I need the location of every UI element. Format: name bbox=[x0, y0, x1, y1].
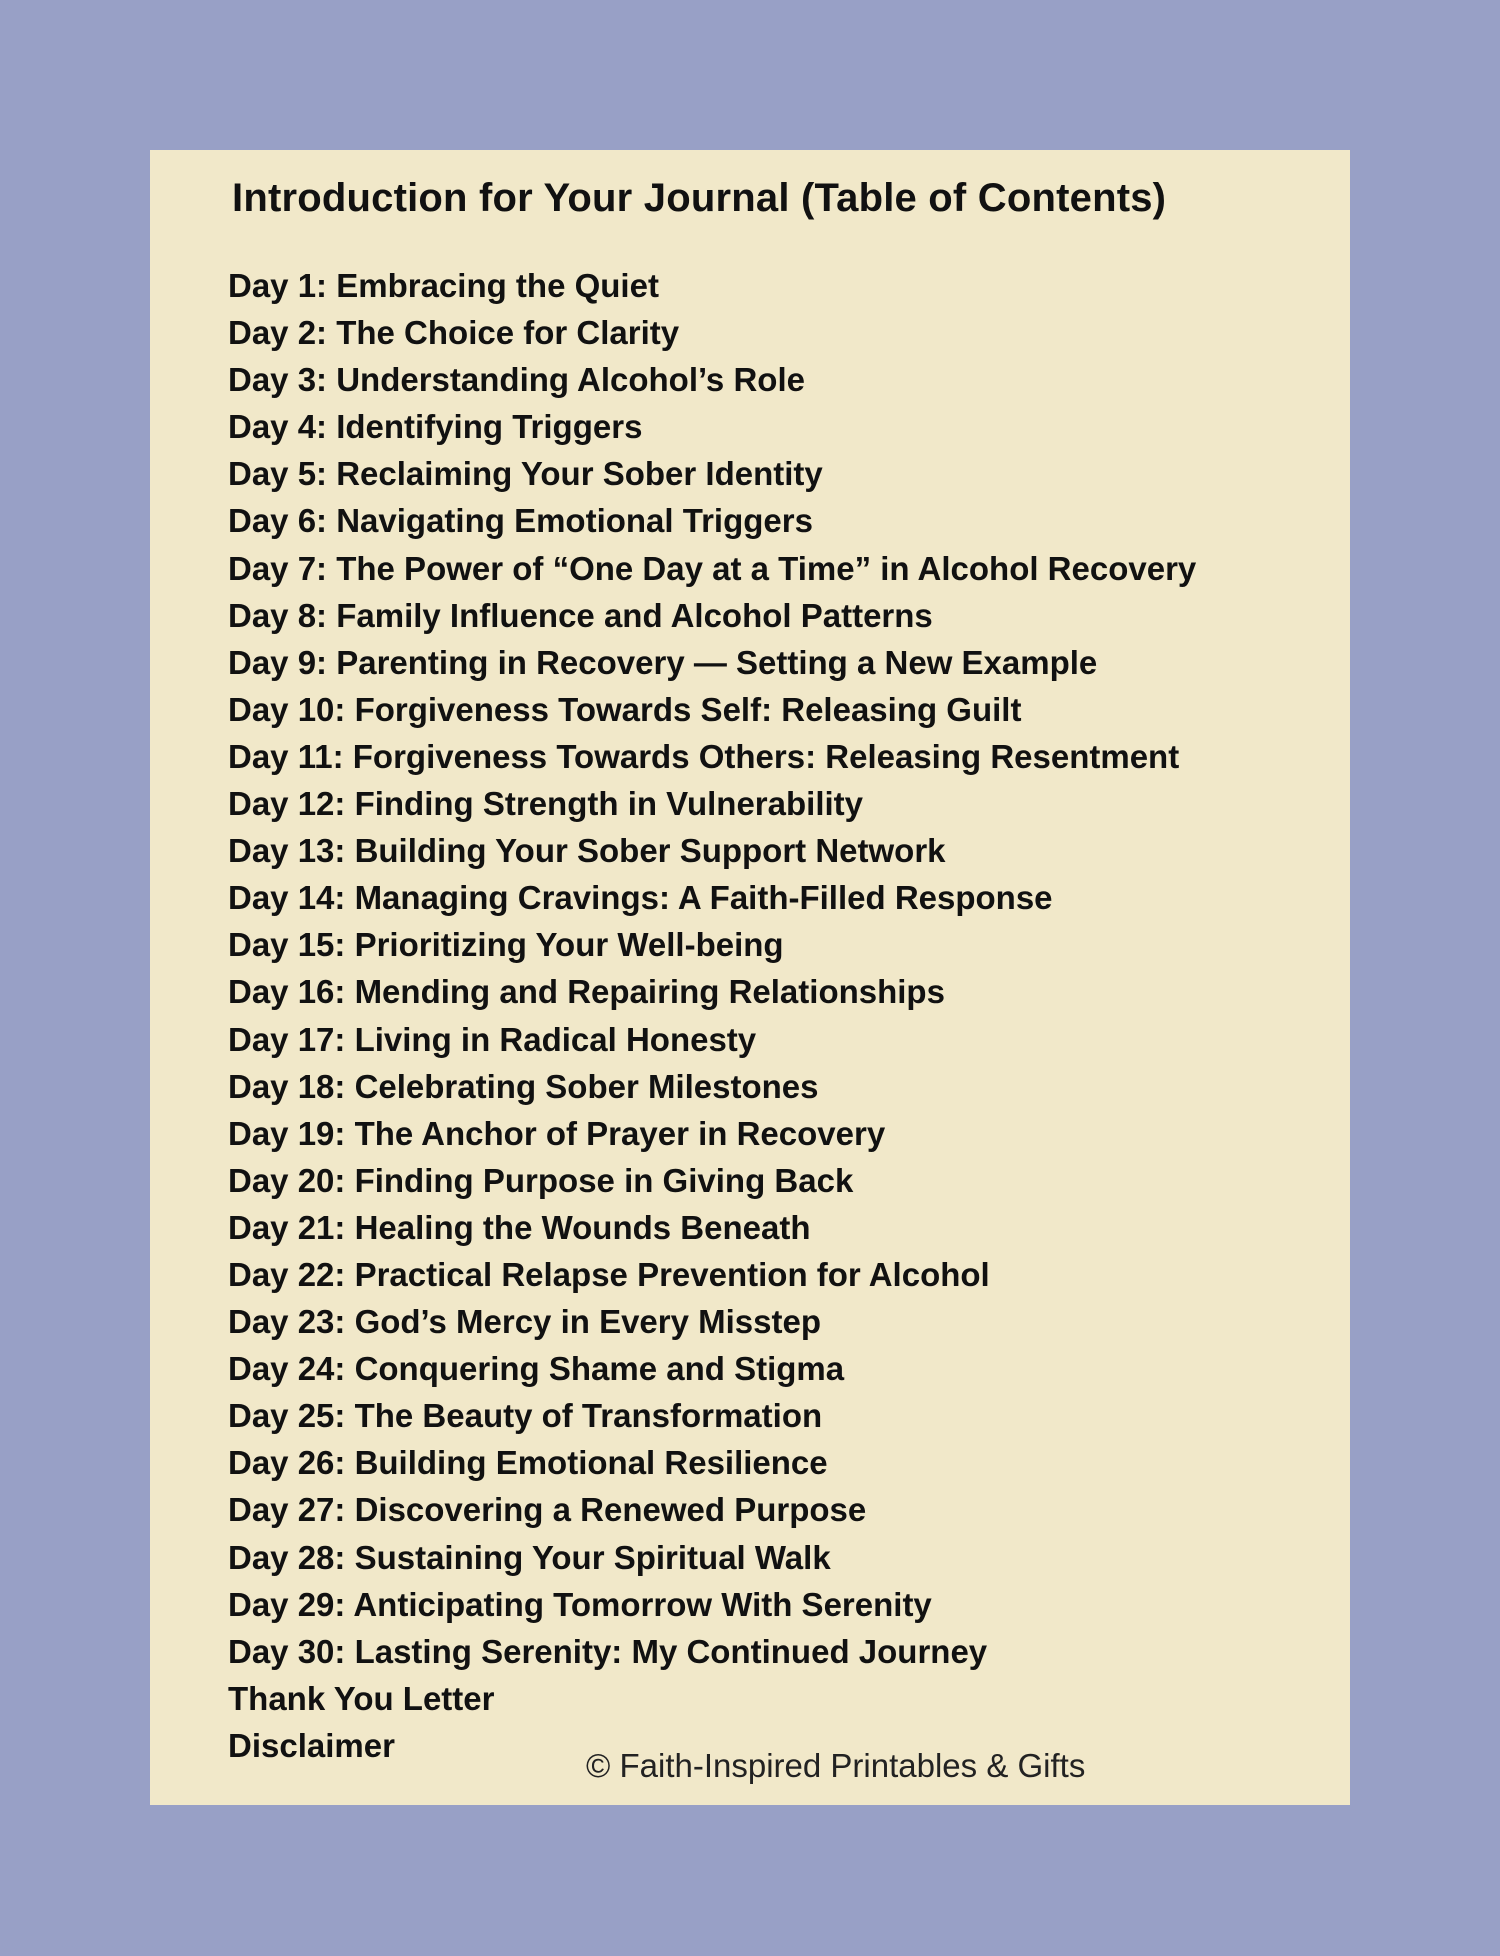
toc-entry: Day 16: Mending and Repairing Relationships bbox=[228, 973, 945, 1011]
toc-entry: Day 7: The Power of “One Day at a Time” in Alcohol Recovery bbox=[228, 549, 1197, 587]
toc-entry: Day 28: Sustaining Your Spiritual Walk bbox=[228, 1538, 831, 1576]
toc-entry: Day 25: The Beauty of Transformation bbox=[228, 1397, 823, 1435]
toc-entry: Day 24: Conquering Shame and Stigma bbox=[228, 1350, 845, 1388]
toc-entry: Day 23: God’s Mercy in Every Misstep bbox=[228, 1303, 822, 1341]
toc-entry-disclaimer: Disclaimer bbox=[228, 1726, 395, 1764]
toc-entry: Day 4: Identifying Triggers bbox=[228, 408, 643, 446]
toc-entry: Day 2: The Choice for Clarity bbox=[228, 314, 680, 352]
toc-entry: Day 19: The Anchor of Prayer in Recovery bbox=[228, 1114, 886, 1152]
table-of-contents bbox=[228, 262, 1196, 1769]
toc-entry: Day 26: Building Emotional Resilience bbox=[228, 1444, 828, 1482]
toc-entry: Day 18: Celebrating Sober Milestones bbox=[228, 1067, 819, 1105]
toc-entry: Day 8: Family Influence and Alcohol Patterns bbox=[228, 596, 933, 634]
toc-entry: Day 22: Practical Relapse Prevention for Alcohol bbox=[228, 1255, 990, 1293]
toc-entry: Day 21: Healing the Wounds Beneath bbox=[228, 1208, 811, 1246]
toc-entry: Day 9: Parenting in Recovery — Setting a New Example bbox=[228, 643, 1098, 681]
toc-entry: Day 27: Discovering a Renewed Purpose bbox=[228, 1491, 867, 1529]
toc-entry: Day 11: Forgiveness Towards Others: Releasing Resentment bbox=[228, 737, 1180, 775]
toc-entry: Day 6: Navigating Emotional Triggers bbox=[228, 502, 813, 540]
contents-panel bbox=[150, 150, 1350, 1805]
page-title: Introduction for Your Journal (Table of Contents) bbox=[232, 176, 1167, 220]
copyright-footer: © Faith-Inspired Printables & Gifts bbox=[586, 1747, 1086, 1784]
toc-entry: Day 10: Forgiveness Towards Self: Releasing Guilt bbox=[228, 690, 1022, 728]
toc-entry: Day 13: Building Your Sober Support Network bbox=[228, 832, 946, 870]
toc-entry: Day 14: Managing Cravings: A Faith-Filled Response bbox=[228, 879, 1053, 917]
toc-entry: Day 15: Prioritizing Your Well-being bbox=[228, 926, 784, 964]
toc-entry: Day 20: Finding Purpose in Giving Back bbox=[228, 1161, 854, 1199]
toc-entry: Day 3: Understanding Alcohol’s Role bbox=[228, 361, 805, 399]
toc-entry: Day 1: Embracing the Quiet bbox=[228, 267, 659, 304]
toc-entry: Day 30: Lasting Serenity: My Continued Journey bbox=[228, 1632, 988, 1670]
toc-entry-thank-you-letter: Thank You Letter bbox=[228, 1679, 495, 1717]
toc-entry: Day 29: Anticipating Tomorrow With Serenity bbox=[228, 1585, 932, 1623]
toc-entry: Day 5: Reclaiming Your Sober Identity bbox=[228, 455, 823, 493]
toc-entry: Day 12: Finding Strength in Vulnerability bbox=[228, 785, 864, 823]
toc-entry: Day 17: Living in Radical Honesty bbox=[228, 1020, 757, 1058]
